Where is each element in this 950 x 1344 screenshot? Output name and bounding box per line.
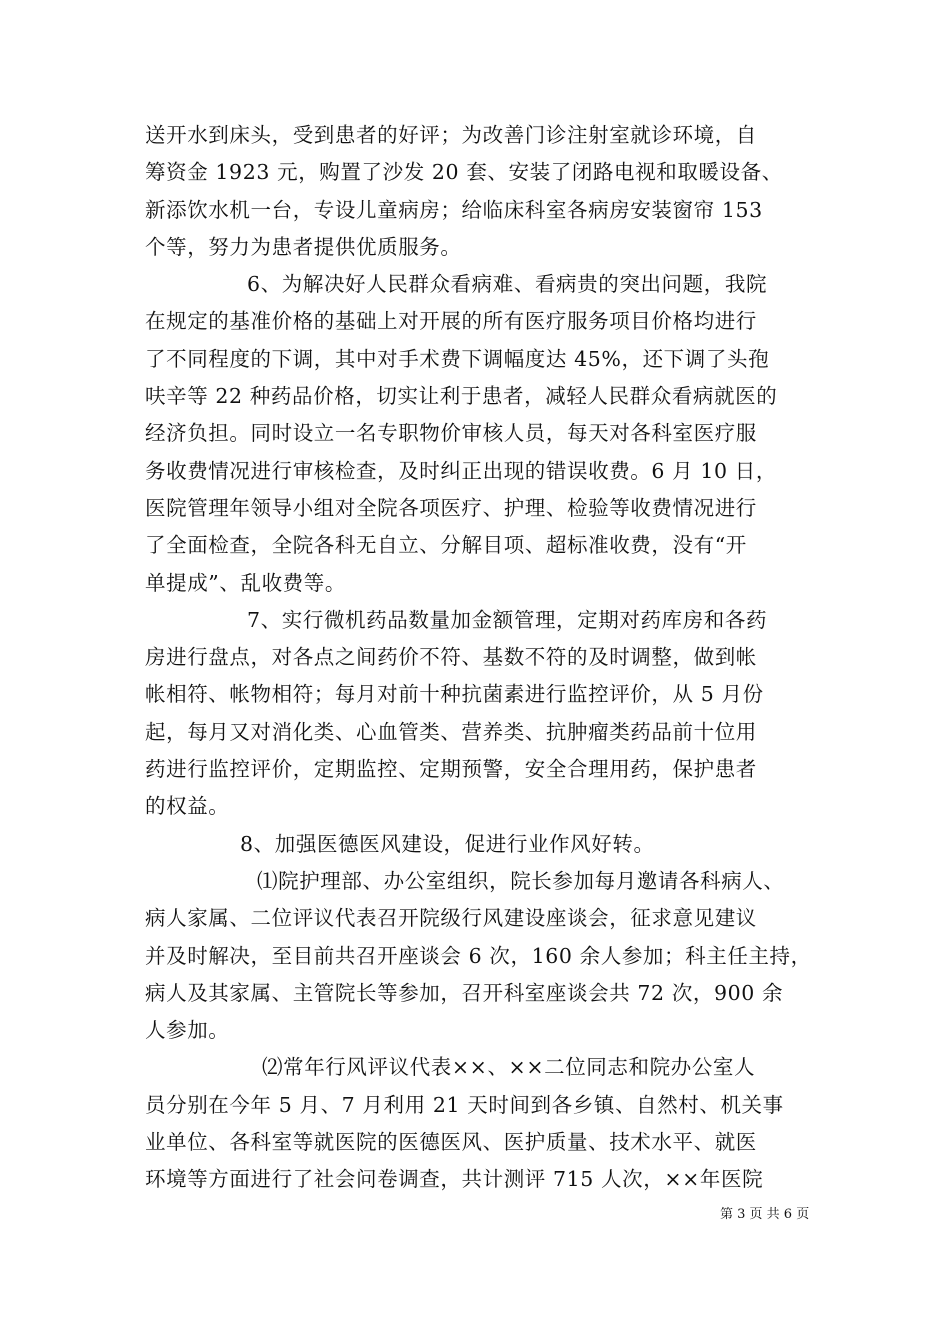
paragraph-8-heading: 8、加强医德医风建设，促进行业作风好转。	[240, 831, 655, 856]
text-line: 业单位、各科室等就医院的医德医风、医护质量、技术水平、就医	[145, 1130, 757, 1155]
text-line: 房进行盘点，对各点之间药价不符、基数不符的及时调整，做到帐	[145, 645, 757, 670]
text-line: 的权益。	[145, 794, 230, 819]
body-text	[145, 117, 810, 1199]
text-line: 筹资金 1923 元，购置了沙发 20 套、安装了闭路电视和取暖设备、	[145, 160, 783, 185]
text-line: 药进行监控评价，定期监控、定期预警，安全合理用药，保护患者	[145, 757, 757, 782]
text-line: 了不同程度的下调，其中对手术费下调幅度达 45%，还下调了头孢	[145, 346, 770, 371]
text-line: 人参加。	[145, 1018, 230, 1043]
paragraph-6-start: 6、为解决好人民群众看病难、看病贵的突出问题，我院	[247, 272, 768, 297]
text-line: 起，每月又对消化类、心血管类、营养类、抗肿瘤类药品前十位用	[145, 719, 757, 744]
text-line: 个等，努力为患者提供优质服务。	[145, 234, 462, 259]
text-line: 医院管理年领导小组对全院各项医疗、护理、检验等收费情况进行	[145, 495, 757, 520]
text-line: 在规定的基准价格的基础上对开展的所有医疗服务项目价格均进行	[145, 309, 757, 334]
text-line: 了全面检查，全院各科无自立、分解目项、超标准收费，没有“开	[145, 533, 747, 558]
text-line: 并及时解决，至目前共召开座谈会 6 次，160 余人参加；科主任主持，	[145, 943, 812, 968]
text-line: 员分别在今年 5 月、7 月利用 21 天时间到各乡镇、自然村、机关事	[145, 1092, 784, 1117]
text-line: 呋辛等 22 种药品价格，切实让利于患者，减轻人民群众看病就医的	[145, 384, 778, 409]
text-line: 病人及其家属、主管院长等参加，召开科室座谈会共 72 次，900 余	[145, 980, 784, 1005]
text-line: 环境等方面进行了社会问卷调查，共计测评 715 人次，××年医院	[145, 1167, 764, 1192]
text-line: 务收费情况进行审核检查，及时纠正出现的错误收费。6 月 10 日，	[145, 458, 777, 483]
text-line: 帐相符、帐物相符；每月对前十种抗菌素进行监控评价，从 5 月份	[145, 682, 764, 707]
paragraph-8-2-start: ⑵常年行风评议代表××、××二位同志和院办公室人	[262, 1055, 756, 1080]
text-line: 病人家属、二位评议代表召开院级行风建设座谈会，征求意见建议	[145, 906, 757, 931]
text-line: 经济负担。同时设立一名专职物价审核人员，每天对各科室医疗服	[145, 421, 757, 446]
paragraph-8-1-start: ⑴院护理部、办公室组织，院长参加每月邀请各科病人、	[257, 868, 785, 893]
text-line: 单提成”、乱收费等。	[145, 570, 346, 595]
paragraph-7-start: 7、实行微机药品数量加金额管理，定期对药库房和各药	[247, 607, 768, 632]
text-line: 送开水到床头，受到患者的好评；为改善门诊注射室就诊环境，自	[145, 123, 757, 147]
page-number: 第 3 页 共 6 页	[720, 1207, 810, 1222]
text-line: 新添饮水机一台，专设儿童病房；给临床科室各病房安装窗帘 153	[145, 197, 763, 222]
